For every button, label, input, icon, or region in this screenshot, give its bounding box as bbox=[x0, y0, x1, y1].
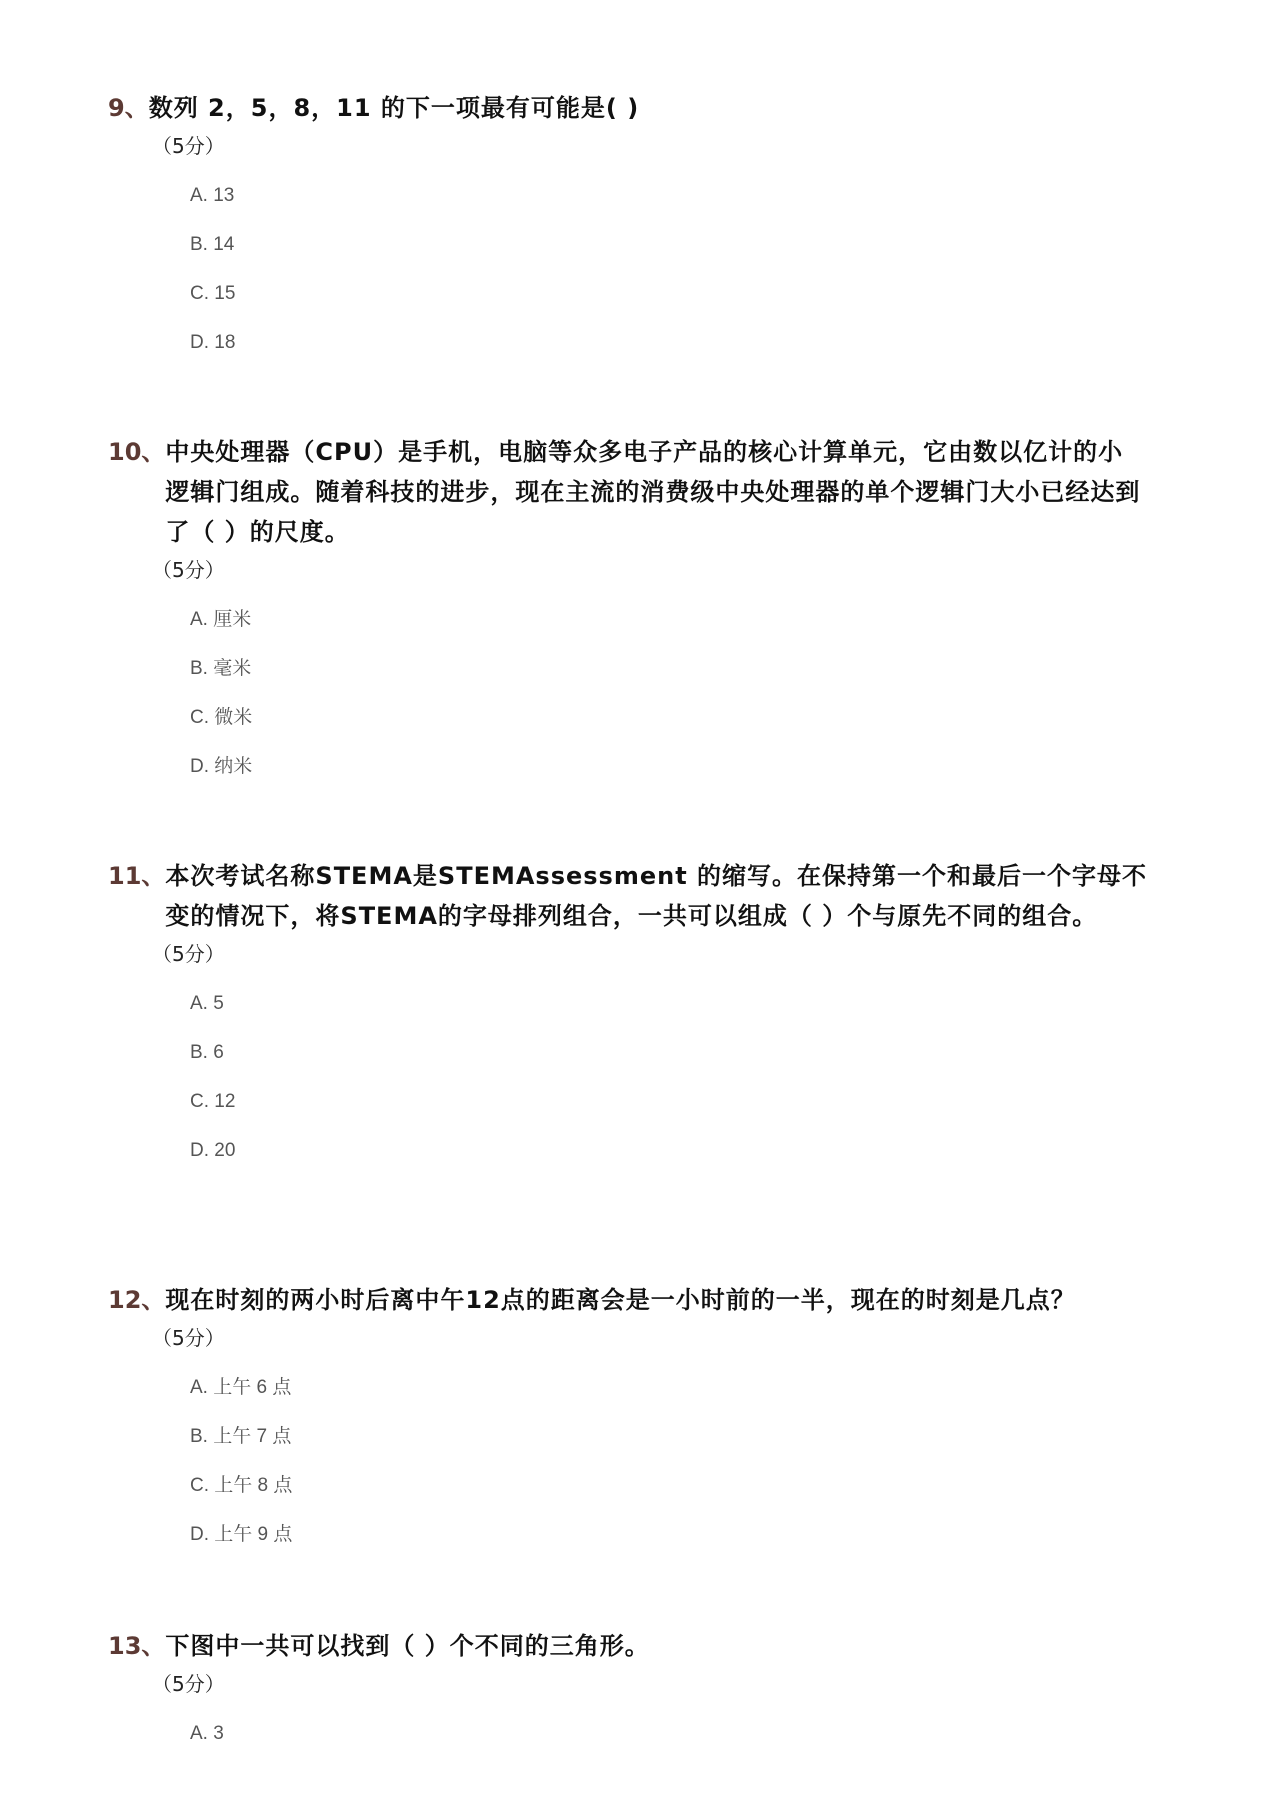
option-c[interactable]: C. 微米 bbox=[190, 707, 253, 728]
question-number: 13、 bbox=[108, 1632, 166, 1660]
option-b[interactable]: B. 毫米 bbox=[190, 658, 252, 679]
question-number: 11、 bbox=[108, 862, 166, 890]
option-d[interactable]: D. 纳米 bbox=[190, 756, 253, 777]
option-a[interactable]: A. 上午 6 点 bbox=[190, 1377, 292, 1398]
question-text: 现在时刻的两小时后离中午12点的距离会是一小时前的一半，现在的时刻是几点？ bbox=[165, 1286, 1076, 1314]
option-list bbox=[190, 184, 1148, 380]
option-a[interactable]: A. 3 bbox=[190, 1723, 224, 1744]
question-header bbox=[108, 1280, 1148, 1320]
question-text: 下图中一共可以找到（ ）个不同的三角形。 bbox=[165, 1632, 650, 1660]
option-b[interactable]: B. 上午 7 点 bbox=[190, 1426, 292, 1447]
question-number: 12、 bbox=[108, 1286, 166, 1314]
option-d[interactable]: D. 上午 9 点 bbox=[190, 1524, 293, 1545]
question-text: 本次考试名称STEMA是STEMAssessment 的缩写。在保持第一个和最后一个字母不变的情况下，将STEMA的字母排列组合，一共可以组成（ ）个与原先不同的组合。 bbox=[165, 862, 1148, 930]
option-list bbox=[190, 992, 1148, 1188]
question-13 bbox=[108, 1626, 1148, 1771]
option-b[interactable]: B. 14 bbox=[190, 234, 235, 255]
question-header bbox=[108, 856, 1148, 936]
option-list bbox=[190, 1376, 1148, 1572]
option-d[interactable]: D. 18 bbox=[190, 332, 236, 353]
option-b[interactable]: B. 6 bbox=[190, 1042, 224, 1063]
option-c[interactable]: C. 上午 8 点 bbox=[190, 1475, 293, 1496]
question-score: （5分） bbox=[152, 134, 225, 158]
option-a[interactable]: A. 厘米 bbox=[190, 609, 252, 630]
question-header bbox=[108, 432, 1148, 552]
question-12 bbox=[108, 1280, 1148, 1572]
question-text: 中央处理器（CPU）是手机，电脑等众多电子产品的核心计算单元，它由数以亿计的小逻辑门组成。随着科技的进步，现在主流的消费级中央处理器的单个逻辑门大小已经达到了（ ）的尺度。 bbox=[165, 438, 1141, 546]
question-header bbox=[108, 88, 1148, 128]
option-a[interactable]: A. 13 bbox=[190, 185, 235, 206]
question-score: （5分） bbox=[152, 1326, 225, 1350]
option-c[interactable]: C. 15 bbox=[190, 283, 236, 304]
question-10 bbox=[108, 432, 1148, 804]
option-d[interactable]: D. 20 bbox=[190, 1140, 236, 1161]
question-text: 数列 2，5，8，11 的下一项最有可能是( ) bbox=[148, 94, 640, 122]
question-11 bbox=[108, 856, 1148, 1188]
question-9 bbox=[108, 88, 1148, 380]
option-c[interactable]: C. 12 bbox=[190, 1091, 236, 1112]
question-number: 9、 bbox=[108, 94, 149, 122]
question-score: （5分） bbox=[152, 558, 225, 582]
question-header bbox=[108, 1626, 1148, 1666]
question-number: 10、 bbox=[108, 438, 166, 466]
option-list bbox=[190, 608, 1148, 804]
option-a[interactable]: A. 5 bbox=[190, 993, 224, 1014]
question-score: （5分） bbox=[152, 1672, 225, 1696]
question-score: （5分） bbox=[152, 942, 225, 966]
option-list bbox=[190, 1722, 1148, 1771]
